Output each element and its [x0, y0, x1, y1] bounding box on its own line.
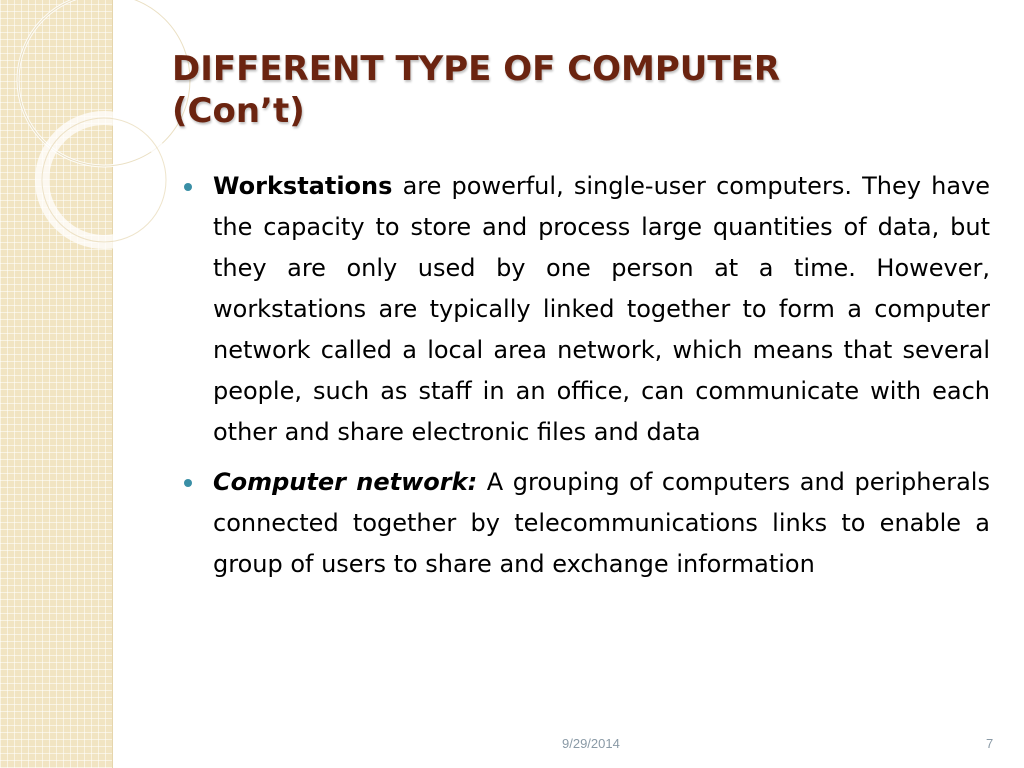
slide-title-line1: DIFFERENT TYPE OF COMPUTER — [172, 49, 781, 89]
bullet-term: Computer network: — [213, 468, 478, 496]
slide-title — [172, 48, 992, 132]
bullet-dot-icon — [184, 183, 192, 191]
bullet-dot-icon — [184, 479, 192, 487]
footer-date: 9/29/2014 — [562, 736, 620, 751]
bullet-text: are powerful, single-user computers. They have the capacity to store and process large quantities of data, but they are only used by one person at a time. However, workstations are typically linked together to form a computer network called a local area network, which means that several people, such as staff in an office, can communicate with each other and share electronic files and data — [213, 172, 990, 446]
page-number: 7 — [986, 736, 994, 751]
decorative-rings — [0, 0, 200, 300]
bullet-list — [180, 166, 990, 594]
slide-title-line2: (Con’t) — [172, 91, 305, 131]
bullet-item-workstations — [180, 166, 990, 453]
bullet-term: Workstations — [213, 172, 393, 200]
bullet-text: A grouping of computers and peripherals connected together by telecommunications links to enable a group of users to share and exchange information — [213, 468, 990, 578]
bullet-item-computer-network — [180, 462, 990, 585]
